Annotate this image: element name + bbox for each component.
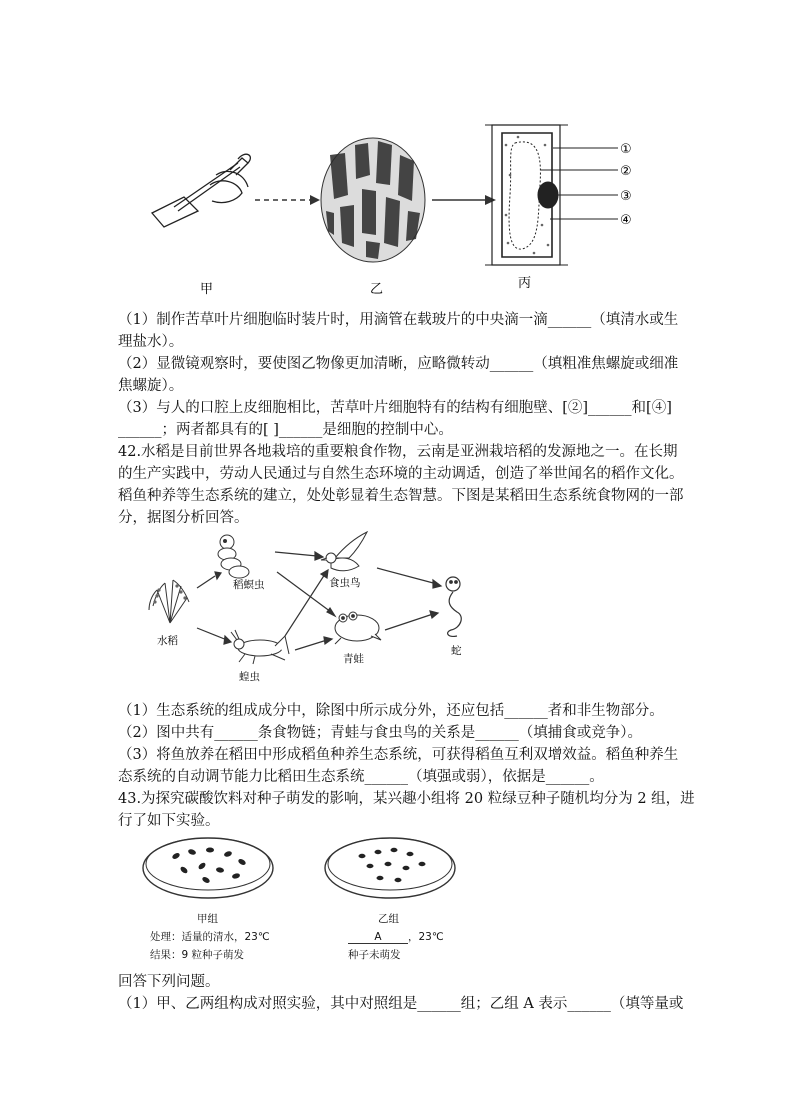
marker-2: ② <box>620 164 632 179</box>
q41-part3-line1: （3）与人的口腔上皮细胞相比，苦草叶片细胞特有的结构有细胞壁、[②]______和[④] <box>118 400 672 416</box>
marker-4: ④ <box>620 213 632 228</box>
yi-blank-a: A <box>348 931 408 944</box>
q43-answer-prompt: 回答下列问题。 <box>118 974 220 990</box>
bird-drawing <box>321 532 367 571</box>
dropper-slide-drawing <box>152 154 250 227</box>
petri-dish-yi <box>325 838 455 898</box>
label-bing: 丙 <box>518 276 532 291</box>
rice-label: 水稻 <box>157 635 178 647</box>
food-web-figure <box>135 528 555 693</box>
q42-intro-line1: 42.水稻是目前世界各地栽培的重要粮食作物，云南是亚洲栽培稻的发源地之一。在长期 <box>118 444 678 460</box>
q41-part2-line2: 焦螺旋）。 <box>118 378 184 394</box>
borer-drawing <box>218 535 249 578</box>
snake-drawing <box>446 577 461 636</box>
q42-part3-line1: （3）将鱼放养在稻田中形成稻鱼种养生态系统，可获得稻鱼互利双增效益。稻鱼种养生 <box>118 747 679 763</box>
q42-part1: （1）生态系统的组成成分中，除图中所示成分外，还应包括______者和非生物部分。 <box>118 703 664 719</box>
yi-treatment <box>348 929 444 944</box>
yi-result: 种子未萌发 <box>348 949 401 961</box>
frog-drawing <box>335 612 381 644</box>
label-jia: 甲 <box>200 282 214 297</box>
q42-intro-line3: 稻鱼种养等生态系统的建立，处处彰显着生态智慧。下图是某稻田生态系统食物网的一部 <box>118 488 684 504</box>
q43-part1: （1）甲、乙两组构成对照实验，其中对照组是______组；乙组 A 表示______（填等量或 <box>118 996 684 1012</box>
q42-part3-line2: 态系统的自动调节能力比稻田生态系统______（填强或弱），依据是______。 <box>118 769 604 785</box>
q41-part3-line2: ______；两者都具有的[ ]______是细胞的控制中心。 <box>118 422 453 438</box>
plant-cell-drawing <box>485 125 618 265</box>
cell-figure <box>140 115 660 300</box>
yi-temp: ，23℃ <box>408 931 444 943</box>
marker-1: ① <box>620 142 632 157</box>
q42-part2: （2）图中共有______条食物链；青蛙与食虫鸟的关系是______（填捕食或竞争）。 <box>118 725 642 741</box>
microscope-view-drawing <box>321 138 425 262</box>
jia-treatment: 处理：适量的清水，23℃ <box>150 931 270 943</box>
petri-dish-figure <box>140 830 480 910</box>
borer-label: 稻螟虫 <box>233 579 265 591</box>
jia-result: 结果：9 粒种子萌发 <box>150 949 245 961</box>
q41-part2-line1: （2）显微镜观察时，要使图乙物像更加清晰，应略微转动______（填粗准焦螺旋或细准 <box>118 356 679 372</box>
marker-3: ③ <box>620 189 632 204</box>
locust-drawing <box>231 630 289 664</box>
group-yi-label: 乙组 <box>378 913 399 925</box>
snake-label: 蛇 <box>451 645 462 657</box>
petri-dish-jia <box>143 838 273 898</box>
q41-part1-line1: （1）制作苦草叶片细胞临时装片时，用滴管在载玻片的中央滴一滴______（填清水或生 <box>118 312 679 328</box>
q43-intro-line1: 43.为探究碳酸饮料对种子萌发的影响，某兴趣小组将 20 粒绿豆种子随机均分为 2 组，进 <box>118 791 695 807</box>
label-yi: 乙 <box>370 282 384 297</box>
frog-label: 青蛙 <box>343 653 364 665</box>
q43-intro-line2: 行了如下实验。 <box>118 813 220 829</box>
q42-intro-line2: 的生产实践中，劳动人民通过与自然生态环境的主动调适，创造了举世闻名的稻作文化。 <box>118 466 684 482</box>
rice-drawing <box>149 580 189 623</box>
q41-part1-line2: 理盐水）。 <box>118 334 184 350</box>
locust-label: 蝗虫 <box>239 671 260 683</box>
group-jia-label: 甲组 <box>197 913 218 925</box>
bird-label: 食虫鸟 <box>329 577 361 589</box>
q42-intro-line4: 分，据图分析回答。 <box>118 510 249 526</box>
